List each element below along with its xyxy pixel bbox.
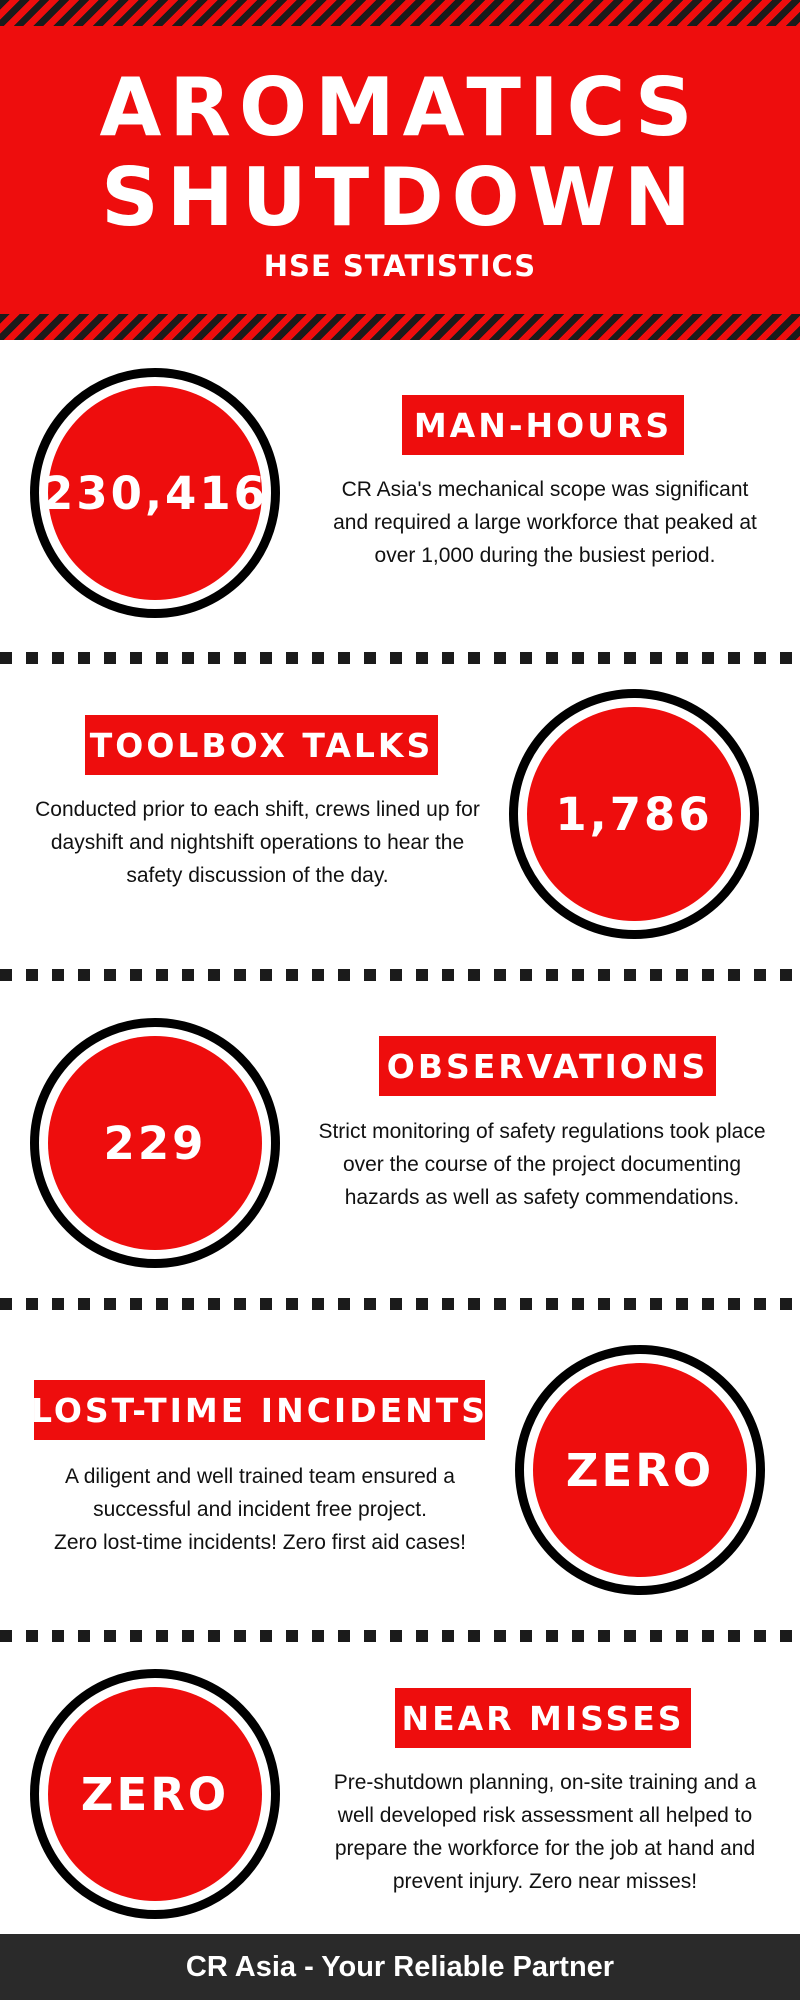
observations-circle-inner (48, 1036, 262, 1250)
observations-value: 229 (103, 1116, 207, 1170)
section-divider-3 (0, 1298, 800, 1310)
near-misses-description: Pre-shutdown planning, on-site training and a well developed risk assessment all helped to prepare the workforce for the job at hand and prevent injury. Zero near misses! (333, 1771, 757, 1893)
toolbox-talks-circle (509, 689, 759, 939)
lost-time-incidents-circle-inner (533, 1363, 747, 1577)
page-title-line1: AROMATICS (99, 61, 701, 154)
header-banner (0, 0, 800, 340)
near-misses-circle-inner (48, 1687, 262, 1901)
lost-time-incidents-value: ZERO (565, 1443, 715, 1497)
toolbox-talks-label: TOOLBOX TALKS (85, 715, 438, 775)
lost-time-incidents-description-line2: Zero lost-time incidents! Zero first aid cases! (54, 1531, 466, 1554)
hazard-stripes-top (0, 0, 800, 26)
section-divider-4 (0, 1630, 800, 1642)
man-hours-description: CR Asia's mechanical scope was significant and required a large workforce that peaked at over 1,000 during the busiest period. (333, 478, 757, 567)
section-divider-2 (0, 969, 800, 981)
lost-time-incidents-description (20, 1460, 500, 1559)
observations-description: Strict monitoring of safety regulations took place over the course of the project documenting hazards as well as safety commendations. (318, 1120, 766, 1209)
observations-label: OBSERVATIONS (379, 1036, 716, 1096)
footer-text: CR Asia - Your Reliable Partner (185, 1950, 615, 1983)
near-misses-value: ZERO (80, 1767, 230, 1821)
page-title-line2: SHUTDOWN (101, 151, 699, 244)
toolbox-talks-circle-inner (527, 707, 741, 921)
lost-time-incidents-label: LOST-TIME INCIDENTS (34, 1380, 485, 1440)
hazard-stripes-bottom (0, 314, 800, 340)
lost-time-incidents-circle (515, 1345, 765, 1595)
man-hours-circle (30, 368, 280, 618)
near-misses-label: NEAR MISSES (395, 1688, 691, 1748)
near-misses-circle (30, 1669, 280, 1919)
lost-time-incidents-description-line1: A diligent and well trained team ensured a successful and incident free project. (65, 1465, 455, 1521)
toolbox-talks-value: 1,786 (555, 787, 713, 841)
footer-banner (0, 1934, 800, 2000)
section-divider-1 (0, 652, 800, 664)
observations-circle (30, 1018, 280, 1268)
man-hours-circle-inner (42, 386, 268, 600)
man-hours-value: 230,416 (42, 466, 268, 520)
toolbox-talks-description: Conducted prior to each shift, crews lined up for dayshift and nightshift operations to hear the safety discussion of the day. (35, 798, 480, 887)
man-hours-label: MAN-HOURS (402, 395, 684, 455)
page-subtitle: HSE STATISTICS (263, 249, 537, 283)
